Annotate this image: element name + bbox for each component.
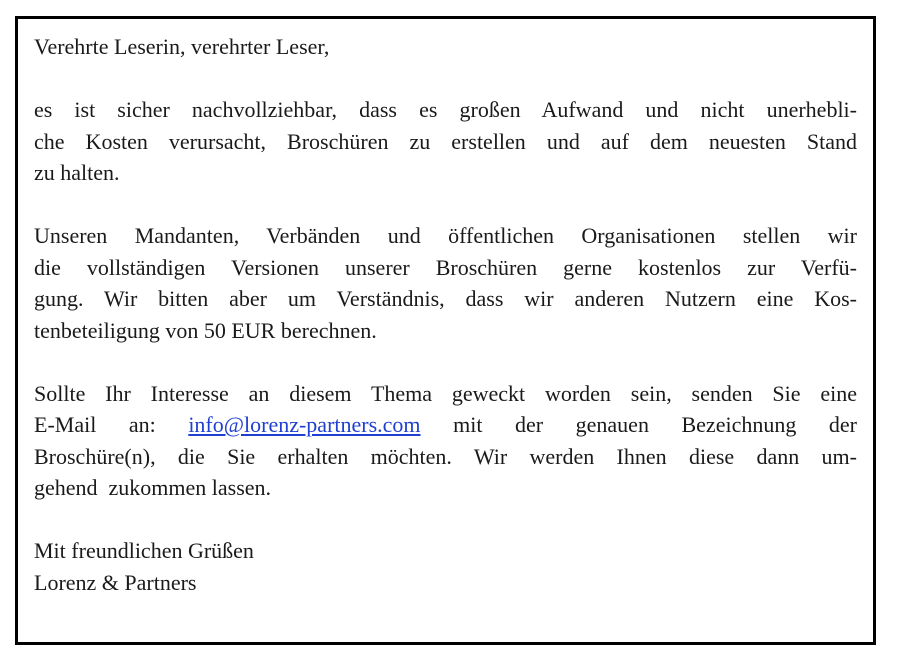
- paragraph-line: gehend zukommen lassen.: [34, 475, 272, 500]
- paragraph-line: die vollständigen Versionen unserer Broschüren gerne kostenlos zur Verfü-: [34, 254, 857, 280]
- paragraph-line: zu halten.: [34, 160, 120, 185]
- paragraph-line: Sollte Ihr Interesse an diesem Thema geweckt worden sein, senden Sie eine: [34, 380, 857, 406]
- salutation: Verehrte Leserin, verehrter Leser,: [34, 34, 330, 59]
- spacer: [34, 346, 857, 378]
- closing: Mit freundlichen Grüßen: [34, 538, 254, 563]
- letter-box: [15, 16, 876, 645]
- signature: Lorenz & Partners: [34, 569, 197, 595]
- paragraph-line: gung. Wir bitten aber um Verständnis, dass wir anderen Nutzern eine Kos-: [34, 286, 857, 311]
- spacer: [34, 504, 857, 536]
- paragraph-line: che Kosten verursacht, Broschüren zu erstellen und auf dem neuesten Stand: [34, 128, 857, 154]
- spacer: [34, 63, 857, 95]
- spacer: [34, 189, 857, 221]
- email-suffix: mit der genauen Bezeichnung der: [453, 412, 857, 437]
- email-link[interactable]: info@lorenz-partners.com: [188, 412, 421, 437]
- paragraph-costs: [34, 94, 857, 189]
- paragraph-line: es ist sicher nachvollziehbar, dass es großen Aufwand und nicht unerhebli-: [34, 97, 857, 122]
- paragraph-offer: [34, 220, 857, 346]
- paragraph-contact: [34, 378, 857, 504]
- paragraph-line: tenbeteiligung von 50 EUR berechnen.: [34, 317, 377, 343]
- paragraph-line: Unseren Mandanten, Verbänden und öffentlichen Organisationen stellen wir: [34, 223, 857, 248]
- paragraph-line: Broschüre(n), die Sie erhalten möchten. Wir werden Ihnen diese dann um-: [34, 443, 857, 469]
- paragraph-line-email: [34, 409, 857, 441]
- email-prefix: E-Mail an:: [34, 412, 156, 437]
